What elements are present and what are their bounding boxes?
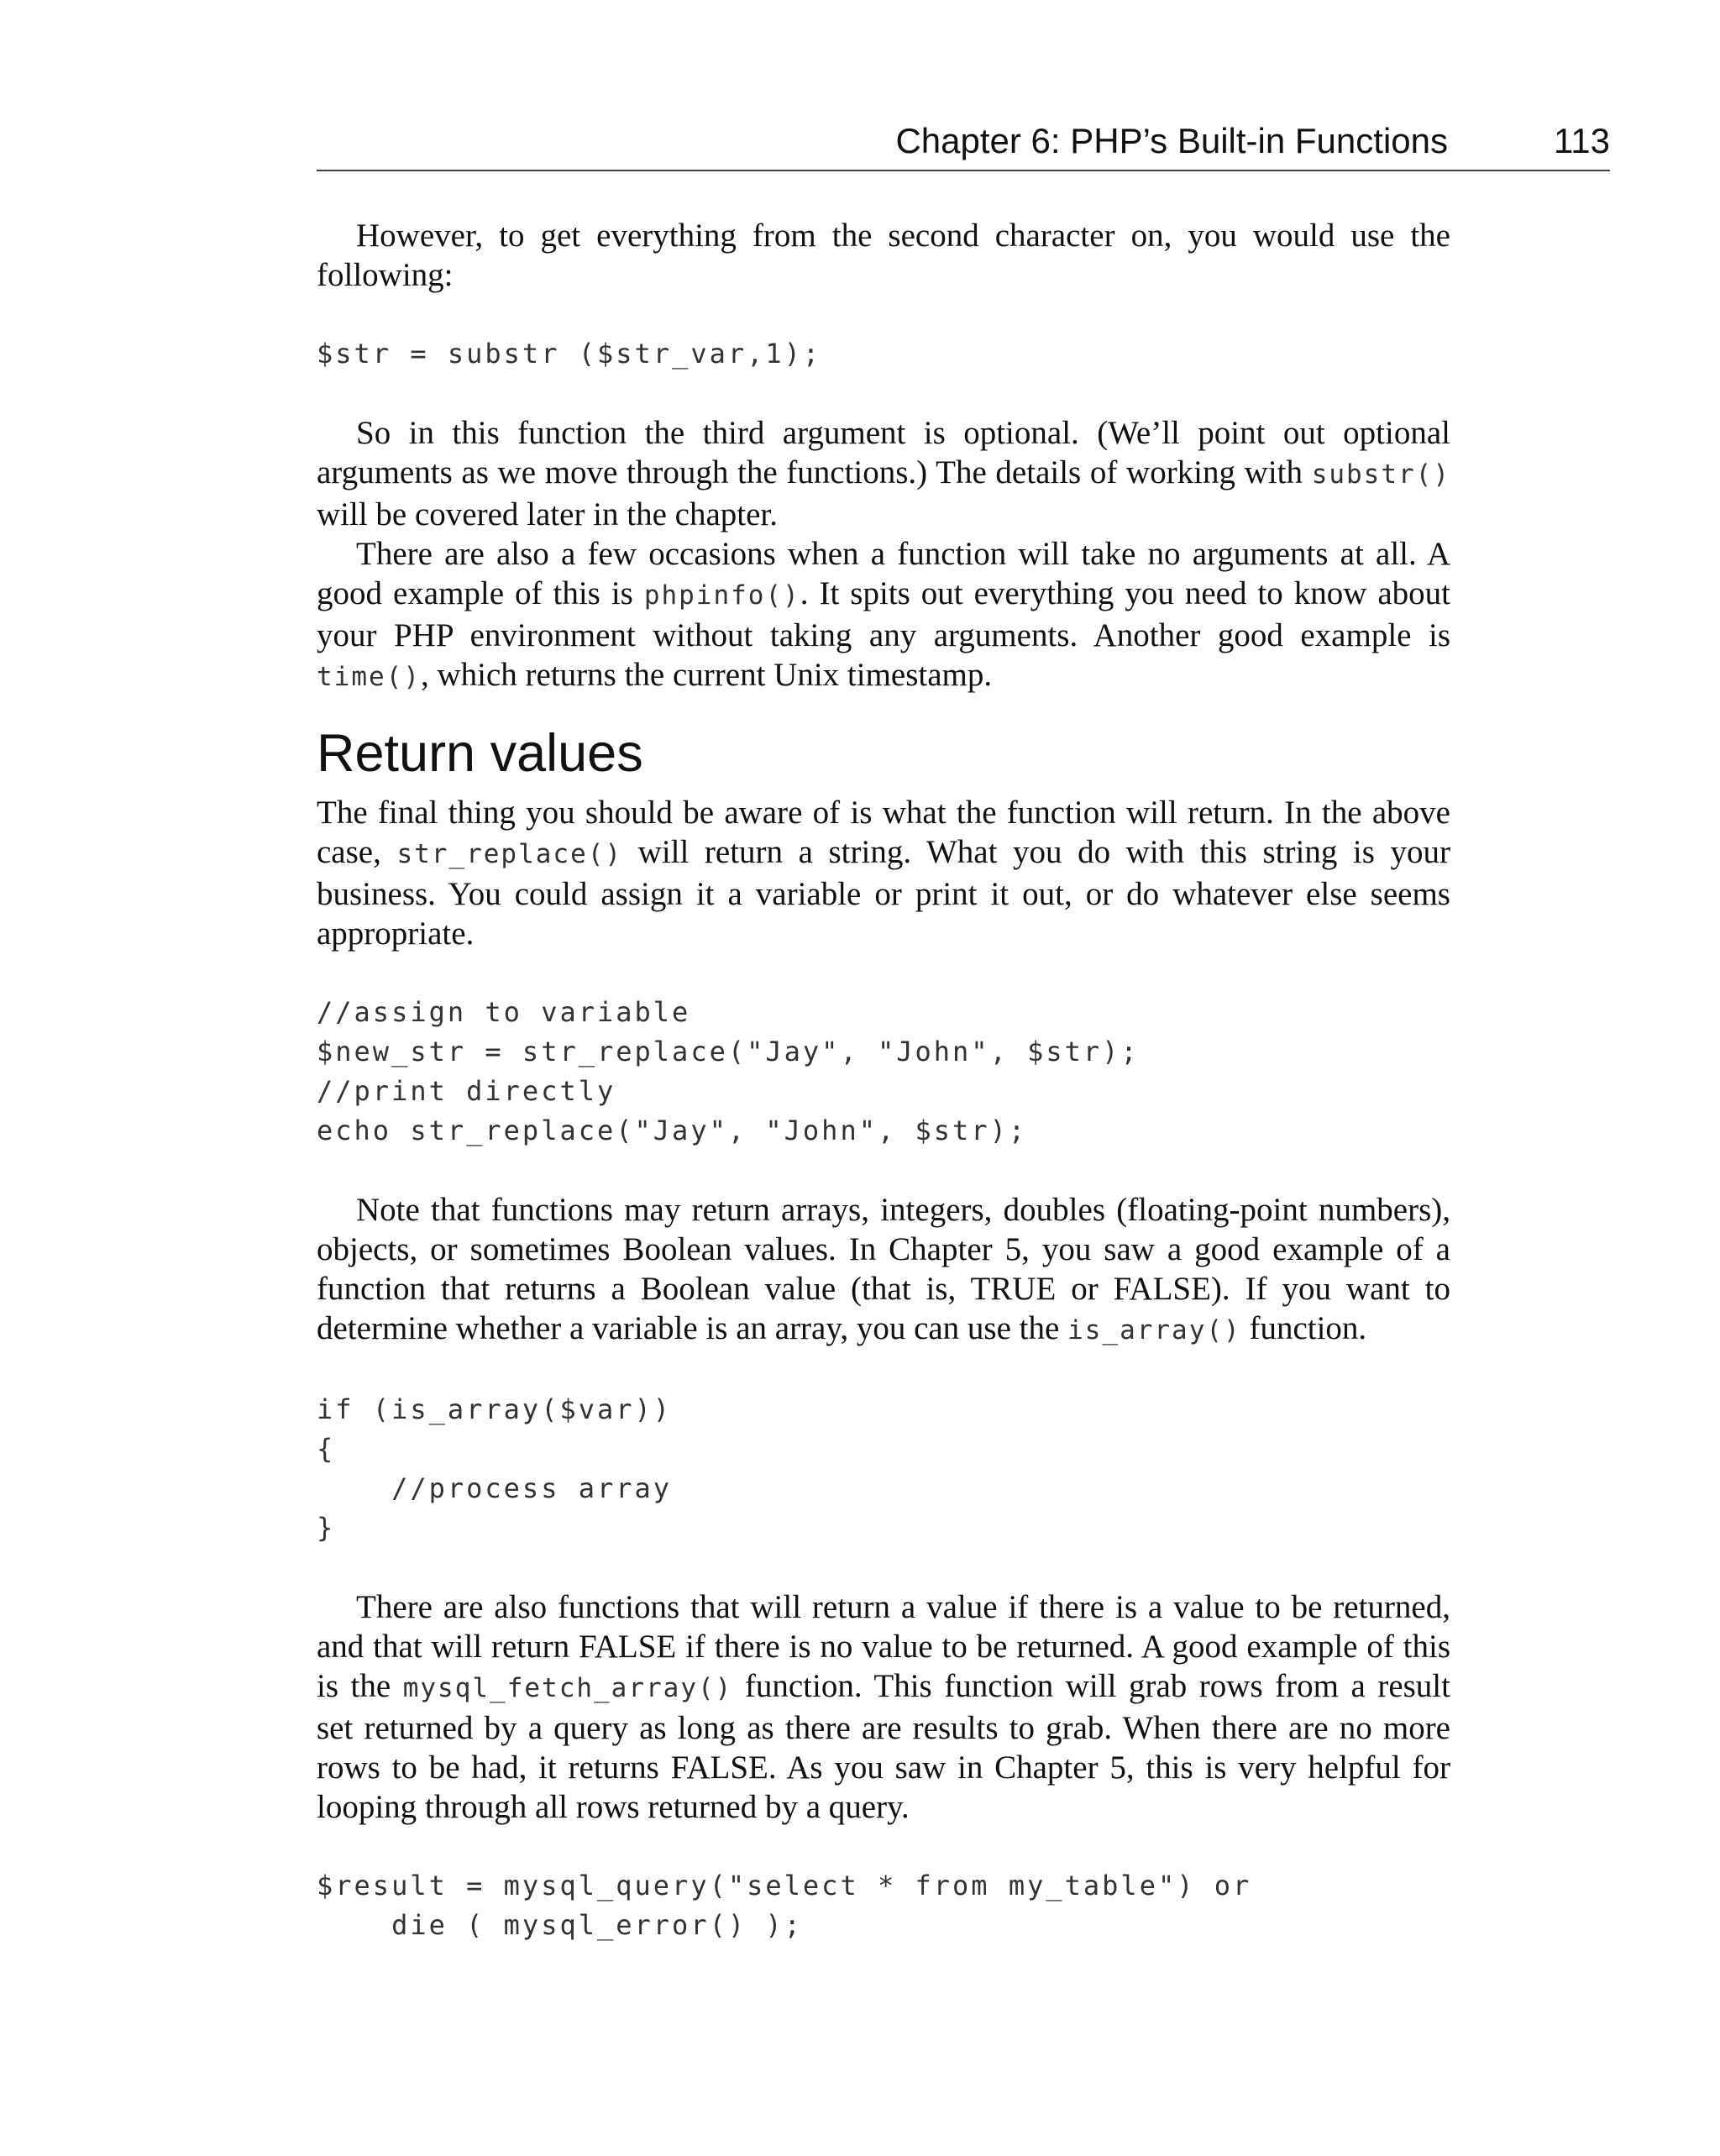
running-header: [317, 116, 1610, 171]
page-body: [317, 216, 1450, 1945]
paragraph: The final thing you should be aware of is what the function will return. In the above case, str_replace() will return a string. What you do with this string is your business. You could assign it a variable or print it out, or do whatever else seems appropriate.: [317, 795, 1450, 952]
paragraph: There are also a few occasions when a function will take no arguments at all. A good example of this is phpinfo(). It spits out everything you need to know about your PHP environment without taking any arguments. Another good example is time(), which returns the current Unix timestamp.: [317, 536, 1451, 693]
paragraph: There are also functions that will return a value if there is a value to be returned, and that will return FALSE if there is no value to be returned. A good example of this is the mysql_fetch_array() function. This function will grab rows from a result set returned by a query as long as there are results to grab. When there are no more rows to be had, it returns FALSE. As you saw in Chapter 5, this is very helpful for looping through all rows returned by a query.: [317, 1589, 1450, 1825]
inline-code: time(): [317, 662, 421, 692]
inline-code: is_array(): [1067, 1315, 1241, 1346]
paragraph: However, to get everything from the second character on, you would use the following:: [317, 218, 1450, 293]
code-block: if (is_array($var)) { //process array }: [317, 1393, 673, 1544]
code-block: $result = mysql_query("select * from my_table") or die ( mysql_error() );: [317, 1870, 1252, 1941]
paragraph: Note that functions may return arrays, integers, doubles (floating-point numbers), objects, or sometimes Boolean values. In Chapter 5, you saw a good example of a function that returns a Boolean value (that is, TRUE or FALSE). If you want to determine whether a variable is an array, you can use the is_array() function.: [317, 1192, 1450, 1346]
paragraph: So in this function the third argument is optional. (We’ll point out optional arguments as we move through the functions.) The details of working with substr() will be covered later in the chapter.: [317, 415, 1450, 532]
section-heading: Return values: [317, 724, 643, 783]
inline-code: phpinfo(): [643, 580, 800, 611]
chapter-title: Chapter 6: PHP’s Built-in Functions: [895, 121, 1448, 160]
code-block: $str = substr ($str_var,1);: [317, 338, 822, 370]
inline-code: mysql_fetch_array(): [402, 1673, 733, 1703]
code-block: //assign to variable $new_str = str_replace("Jay", "John", $str); //print directly echo str_replace("Jay", "John", $str);: [317, 996, 1140, 1146]
page-number: 113: [1554, 121, 1610, 160]
inline-code: substr(): [1311, 459, 1450, 490]
inline-code: str_replace(): [396, 839, 623, 869]
